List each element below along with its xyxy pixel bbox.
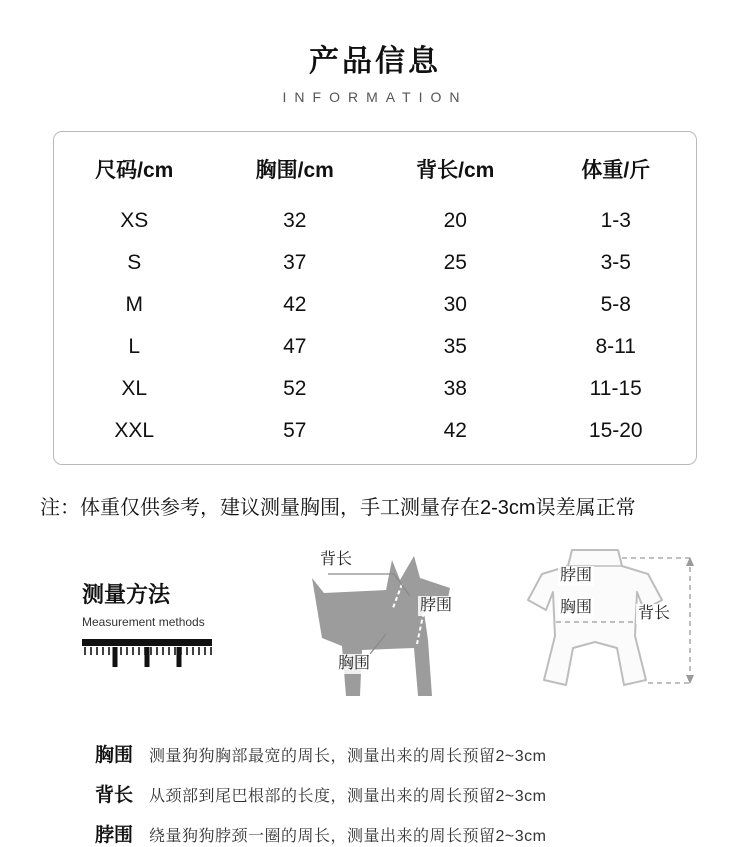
dog-silhouette-icon (278, 538, 493, 710)
size-cell: 8-11 (595, 335, 636, 358)
page-subtitle: INFORMATION (282, 89, 468, 105)
size-col-header: 尺码/cm (95, 159, 174, 182)
size-row (54, 200, 696, 242)
page-header (0, 0, 750, 105)
size-cell: 47 (283, 335, 307, 358)
page-title: 产品信息 (309, 45, 441, 78)
size-cell: S (127, 251, 142, 274)
description-term: 胸围 (95, 745, 134, 766)
dog-back-length-label: 背长 (320, 551, 353, 568)
size-cell: 3-5 (600, 251, 631, 274)
size-table-grid (54, 148, 696, 452)
dog-diagram (278, 538, 493, 710)
garment-back-length-label: 背长 (638, 605, 671, 622)
size-cell: 20 (443, 209, 467, 232)
size-cell: 38 (443, 377, 467, 400)
size-col-header: 体重/斤 (581, 159, 651, 182)
measurement-method-title: 测量方法 (82, 582, 171, 607)
size-cell: 5-8 (600, 293, 631, 316)
size-row (54, 410, 696, 452)
size-cell: 35 (443, 335, 467, 358)
size-cell: 25 (443, 251, 467, 274)
size-col-header: 背长/cm (416, 159, 495, 182)
size-cell: L (128, 335, 141, 358)
size-row (54, 242, 696, 284)
description-row (95, 740, 750, 767)
size-row (54, 368, 696, 410)
size-cell: 42 (443, 419, 467, 442)
size-cell: XL (121, 377, 148, 400)
size-cell: XXL (114, 419, 155, 442)
ruler-icon (82, 639, 232, 676)
dog-chest-label: 胸围 (338, 655, 371, 672)
description-text: 测量狗狗胸部最宽的周长，测量出来的周长预留2~3cm (149, 748, 547, 765)
garment-outline-icon (500, 538, 720, 710)
description-term: 脖围 (95, 825, 134, 846)
size-cell: 37 (283, 251, 307, 274)
description-term: 背长 (95, 785, 134, 806)
measurement-method-subtitle: Measurement methods (82, 615, 205, 629)
size-cell: 32 (283, 209, 307, 232)
size-table-header-row (54, 148, 696, 200)
garment-chest-label: 胸围 (560, 599, 593, 616)
description-row (95, 820, 750, 847)
size-cell: 57 (283, 419, 307, 442)
size-cell: 42 (283, 293, 307, 316)
description-text: 从颈部到尾巴根部的长度，测量出来的周长预留2~3cm (149, 788, 547, 805)
measurement-section (0, 534, 750, 714)
measurement-descriptions (95, 740, 750, 847)
description-row (95, 780, 750, 807)
size-cell: 11-15 (589, 377, 642, 400)
size-row (54, 284, 696, 326)
size-cell: 15-20 (588, 419, 643, 442)
size-col-header: 胸围/cm (255, 159, 334, 182)
size-row (54, 326, 696, 368)
size-cell: XS (120, 209, 149, 232)
garment-diagram (500, 538, 720, 710)
size-table (53, 131, 697, 465)
size-cell: 30 (443, 293, 467, 316)
dog-neck-label: 脖围 (420, 597, 453, 614)
size-cell: 1-3 (600, 209, 631, 232)
size-cell: M (125, 293, 143, 316)
garment-neck-label: 脖围 (560, 567, 593, 584)
description-text: 绕量狗狗脖颈一圈的周长，测量出来的周长预留2~3cm (149, 828, 547, 845)
size-cell: 52 (283, 377, 307, 400)
size-note: 注：体重仅供参考，建议测量胸围，手工测量存在2-3cm误差属正常 (40, 497, 636, 519)
measurement-method-block (82, 578, 232, 676)
